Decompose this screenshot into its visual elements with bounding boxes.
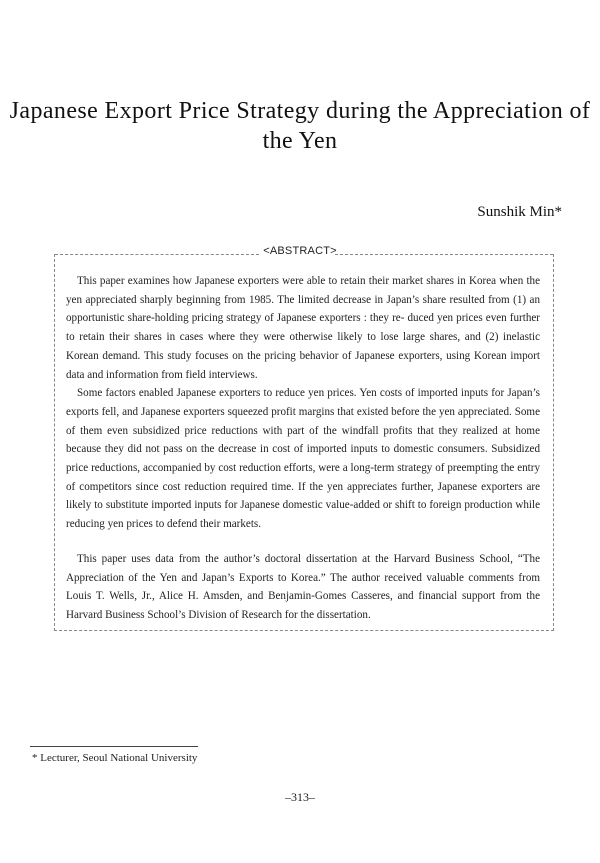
abstract-paragraph: Some factors enabled Japanese exporters to reduce yen prices. Yen costs of imported inputs for Japan’s exports fell, and Japanese exporters squeezed profit margins that existed before the yen appreciated. Some of them even subsidized price reductions with part of the windfall profits that they realized at home because they did not pass on the decrease in cost of imported inputs to domestic consumers. Subsidized price reductions, accompanied by cost reduction efforts, were a long-term strategy of preempting the entry of competitors since cost reduction required time. If the yen appreciates further, Japanese exporters are likely to substitute imported inputs for Japanese domestic value-added or shift to foreign production while reducing yen prices to defend their markets. <box>66 387 540 531</box>
author-name: Sunshik Min* <box>477 204 562 220</box>
abstract-heading: <ABSTRACT> <box>263 245 337 257</box>
paper-title: Japanese Export Price Strategy during the Appreciation of the Yen <box>9 98 591 154</box>
acknowledgement-paragraph: This paper uses data from the author’s doctoral dissertation at the Harvard Business School, “The Appreciation of the Yen and Japan’s Exports to Korea.” The author received valuable comments from Louis T. Wells, Jr., Alice H. Amsden, and Benjamin-Gomes Casseres, and financial support from the Harvard Business School’s Division of Research for the dissertation. <box>66 552 540 621</box>
abstract-paragraph: This paper examines how Japanese exporters were able to retain their market shares in Korea when the yen appreciated sharply beginning from 1985. The limited decrease in Japan’s share resulted from (1) an opportunistic share-holding pricing strategy of Japanese exporters : they re- duced yen prices even further to retain their shares in cases where they were otherwise likely to lose large shares, and (2) inelastic Korean demand. This study focuses on the pricing behavior of Japanese exporters, using Korean import data and information from field interviews. <box>66 275 540 381</box>
page-number: –313– <box>285 790 315 804</box>
footnote-rule <box>30 746 198 747</box>
abstract-body <box>66 272 540 625</box>
footnote: * Lecturer, Seoul National University <box>32 752 198 764</box>
